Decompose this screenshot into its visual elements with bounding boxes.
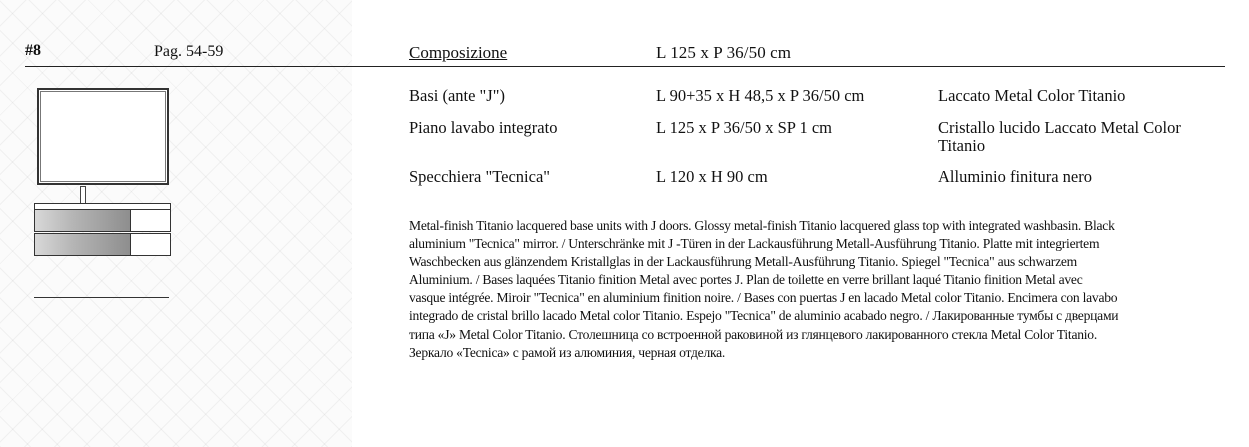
spec-dimensions: L 90+35 x H 48,5 x P 36/50 cm — [656, 86, 865, 105]
spec-finish: Cristallo lucido Laccato Metal Color Titanio — [938, 118, 1181, 155]
base-unit-drawer-drawing — [34, 233, 171, 256]
mirror-drawing — [37, 88, 169, 185]
product-description: Metal-finish Titanio lacquered base units with J doors. Glossy metal-finish Titanio lacquered glass top with integrated washbasin. Black aluminium "Tecnica" mirror. / Unterschränke mit J -Türen in der Lackausführung Metall-Ausführung Titanio. Platte mit integriertem Waschbecken aus glänzendem Kristallglas in der Lackausführung Metall-Ausführung Titanio. Spiegel "Tecnica" aus schwarzem Aluminium. / Bases laquées Titanio finition Metal avec portes J. Plan de toilette en verre brillant laqué Titanio finition Metal avec vasque intégrée. Miroir "Tecnica" en aluminium finition noire. / Bases con puertas J en lacado Metal color Titanio. Encimera con lavabo integrado de cristal brillo lacado Metal color Titanio. Espejo "Tecnica" de aluminio acabado negro. / Лакированные тумбы с дверцами типа «J» Metal Color Titanio. Столешница со встроенной раковиной из глянцевого лакированного стекла Metal Color Titanio. Зеркало «Tecnica» с рамой из алюминия, черная отделка. — [409, 218, 1119, 360]
spec-dimensions: L 125 x P 36/50 x SP 1 cm — [656, 118, 833, 137]
spec-item: Basi (ante "J") — [409, 86, 505, 105]
spec-dimensions: L 120 x H 90 cm — [656, 167, 768, 186]
faucet-drawing — [80, 186, 86, 204]
drawer-front-shading — [35, 234, 131, 255]
spec-finish: Laccato Metal Color Titanio — [938, 86, 1126, 105]
composition-number: #8 — [25, 42, 41, 59]
page-reference: Pag. 54-59 — [154, 43, 224, 60]
drawer-separator — [34, 231, 171, 232]
drawer-front-shading — [35, 210, 131, 231]
header-divider — [25, 66, 1225, 67]
spec-item: Specchiera "Tecnica" — [409, 167, 551, 186]
composition-label: Composizione — [409, 43, 508, 62]
spec-finish: Alluminio finitura nero — [938, 167, 1092, 186]
spec-item: Piano lavabo integrato — [409, 118, 558, 137]
drawing-divider — [34, 297, 169, 298]
composition-value: L 125 x P 36/50 cm — [656, 43, 792, 62]
base-unit-drawer-drawing — [34, 209, 171, 232]
